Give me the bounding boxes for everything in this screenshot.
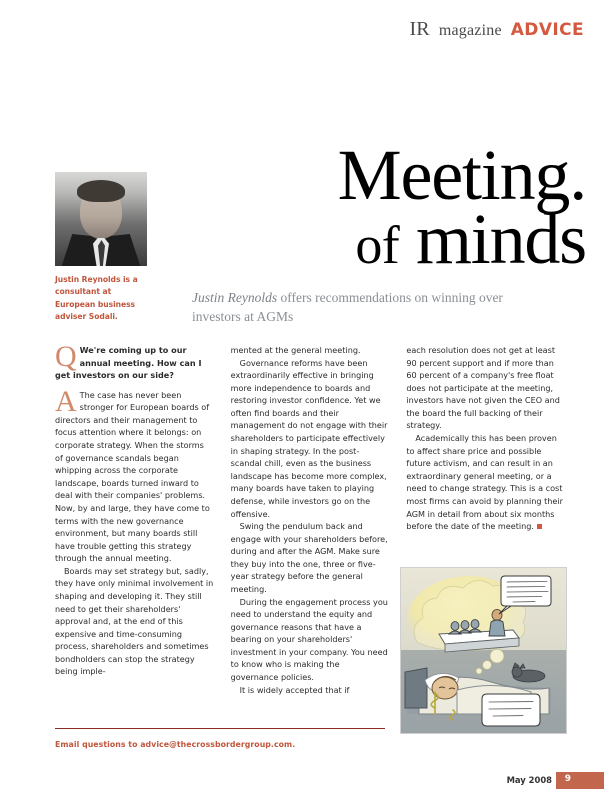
col1-paragraph-2: Boards may set strategy but, sadly, they have only minimal involvement in shaping and developing it. They still need to get their shareholders' approval and, at the end of this expensive and time-consuming process, shareholders and sometimes bondholders can stop the strategy being imple- — [55, 565, 214, 677]
photo-hair — [77, 180, 125, 202]
page-number-box — [556, 772, 604, 789]
headline-line-1: Meeting. — [337, 135, 586, 215]
footer-email-line: Email questions to advice@thecrossbordergroup.com. — [55, 740, 296, 749]
headline-word-minds: minds — [415, 198, 586, 279]
column-1 — [55, 340, 214, 722]
author-block — [55, 172, 149, 323]
page-number: 9 — [564, 774, 571, 784]
col2-paragraph-3: Swing the pendulum back and engage with your shareholders before, during and after the AGM. Make sure they buy into the one, three or five-year strategy before the general meeting. — [230, 521, 388, 594]
brand-ir: IR — [409, 18, 430, 40]
running-head — [409, 18, 584, 41]
answer-text: The case has never been stronger for European boards of directors and their management to focus attention where it belongs: on corporate strategy. When the storms of governance scandals began whipping across the corporate landscape, boards turned inward to deal with their companies' problems. Now, by and large, they have come to terms with the new governance environment, but many boards still have trouble getting this strategy through the annual meeting. — [55, 389, 210, 564]
cartoon-illustration — [400, 567, 567, 734]
deck-author-name: Justin Reynolds — [192, 290, 278, 305]
headline-word-of: of — [355, 214, 400, 275]
col3-paragraph-1: each resolution does not get at least 90 percent support and if more than 60 percent of a company's free float does not participate at the meeting, investors have not given the CEO and the board the full backing of their strategy. — [406, 345, 560, 431]
section-label-advice: ADVICE — [510, 20, 584, 40]
page-title — [337, 135, 586, 279]
col3-paragraph-2-text: Academically this has been proven to affect share price and possible future activism, and can result in an extraordinary general meeting, or a need to change strategy. This is a cost most firms can avoid by planning their AGM in detail from about six months before the date of the meeting. — [406, 433, 563, 532]
answer-paragraph — [55, 384, 214, 565]
col2-paragraph-2: Governance reforms have been extraordinarily effective in bringing more independence to boards and restoring investor confidence. Yet we often find boards and their management do not engage with their shareholders to participate effectively in shaping strategy. In the post-scandal chill, even as the business landscape has become more complex, many boards have taken to playing defense, while investors go on the offensive. — [230, 357, 388, 519]
dropcap-a: A — [55, 384, 77, 418]
deck-rest: offers recommendations on winning over investors at AGMs — [192, 290, 503, 325]
col2-paragraph-5: It is widely accepted that if — [239, 684, 350, 695]
col3-paragraph-2 — [406, 432, 565, 533]
headline-line-2 — [338, 198, 586, 279]
col2-paragraph-1: mented at the general meeting. — [230, 345, 361, 355]
cartoon-svg — [401, 568, 566, 733]
author-photo — [55, 172, 147, 266]
footer-divider — [55, 728, 385, 729]
end-mark-icon — [537, 524, 542, 529]
question-paragraph — [55, 340, 214, 382]
footer-issue-date: May 2008 — [506, 775, 552, 785]
author-caption: Justin Reynolds is a consultant at European business adviser Sodali. — [55, 275, 138, 321]
dropcap-q: Q — [55, 340, 77, 373]
brand-magazine: magazine — [438, 22, 502, 39]
deck-standfirst — [192, 288, 522, 326]
question-text: We're coming up to our annual meeting. How can I get investors on our side? — [55, 345, 202, 381]
col2-paragraph-4: During the engagement process you need to understand the equity and governance reasons that have a bearing on your shareholders' investment in your company. You need to know who is making the governance policies. — [230, 596, 388, 683]
column-2 — [231, 344, 390, 722]
